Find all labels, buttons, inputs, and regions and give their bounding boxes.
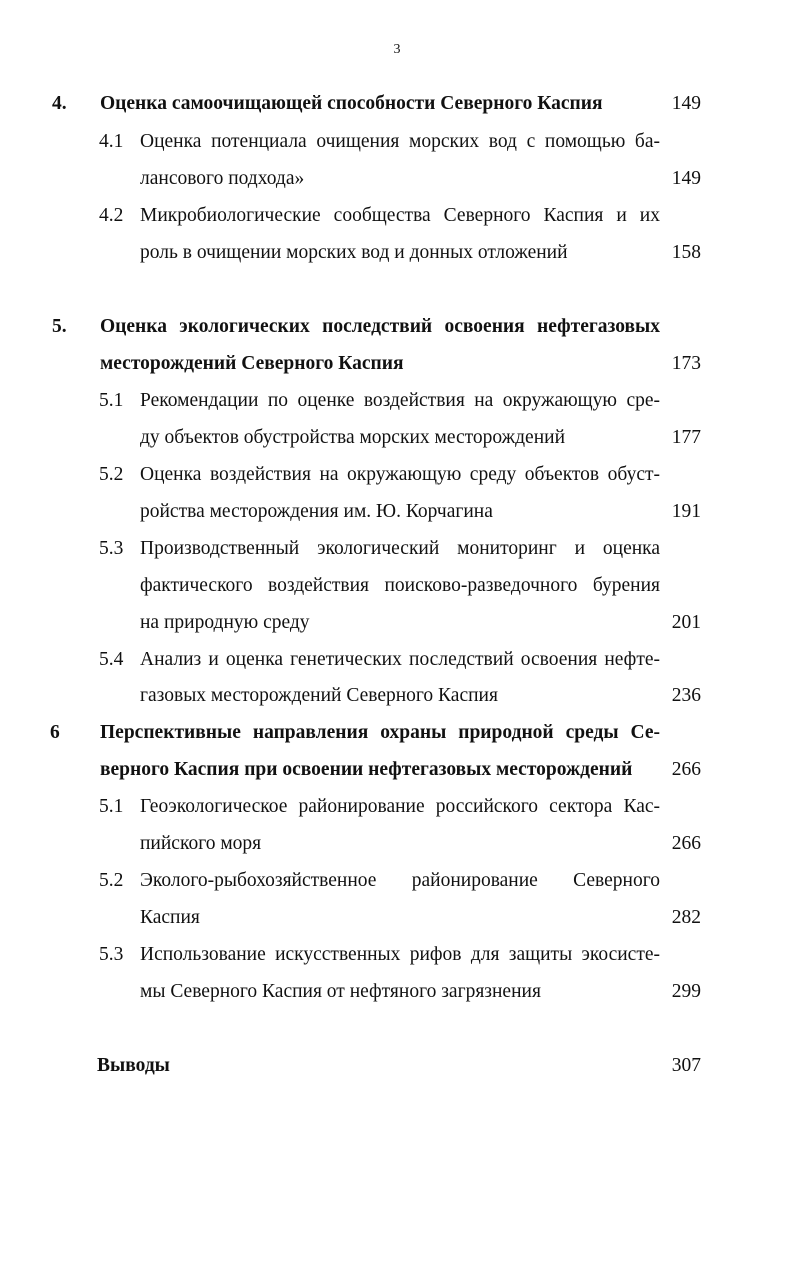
subsection-title-cont: ройства месторождения им. Ю. Корчагина [140,501,493,522]
page-ref: 299 [671,981,701,1002]
page-ref: 158 [671,242,701,263]
subsection-number: 5.1 [99,796,124,817]
page-ref: 282 [671,907,701,928]
subsection-title-cont: фактического воздействия поисково-разведочного бурения [140,575,660,596]
subsection-title-cont: Каспия [140,907,200,928]
subsection-title: Геоэкологическое районирование российского сектора Кас- [140,796,660,817]
subsection-number: 5.2 [99,870,124,891]
subsection-title: Производственный экологический мониторинг и оценка [140,538,660,559]
subsection-title-cont: газовых месторождений Северного Каспия [140,685,498,706]
page-ref: 177 [671,427,701,448]
subsection-title: Эколого-рыбохозяйственное районирование Северного [140,870,660,891]
chapter-title-cont: верного Каспия при освоении нефтегазовых месторождений [100,759,633,780]
conclusions-title: Выводы [97,1055,170,1076]
subsection-number: 5.4 [99,649,124,670]
subsection-number: 4.2 [99,205,124,226]
subsection-number: 5.3 [99,538,124,559]
page-ref: 201 [671,612,701,633]
subsection-title-cont: мы Северного Каспия от нефтяного загрязнения [140,981,541,1002]
subsection-title-cont: пийского моря [140,833,262,854]
page-number: 3 [393,42,401,57]
subsection-number: 5.2 [99,464,124,485]
page-ref: 173 [671,353,701,374]
chapter-title: Перспективные направления охраны природной среды Се- [100,722,660,743]
page-ref: 266 [671,833,701,854]
chapter-number: 6 [50,722,60,743]
subsection-title: Микробиологические сообщества Северного Каспия и их [140,205,660,226]
subsection-title: Рекомендации по оценке воздействия на окружающую сре- [140,390,660,411]
subsection-number: 5.1 [99,390,124,411]
subsection-title-cont: ду объектов обустройства морских месторождений [140,427,566,448]
subsection-title-cont: лансового подхода» [140,168,305,189]
page-ref: 149 [671,168,701,189]
chapter-title: Оценка экологических последствий освоения нефтегазовых [100,316,660,337]
page-ref: 266 [671,759,701,780]
page-ref: 191 [671,501,701,522]
chapter-title: Оценка самоочищающей способности Северного Каспия [100,93,603,114]
page-ref: 236 [671,685,701,706]
chapter-number: 5. [52,316,67,337]
subsection-title: Оценка потенциала очищения морских вод с помощью ба- [140,131,660,152]
subsection-number: 5.3 [99,944,124,965]
subsection-title: Оценка воздействия на окружающую среду объектов обуст- [140,464,660,485]
page-ref: 149 [671,93,701,114]
chapter-title-cont: месторождений Северного Каспия [100,353,404,374]
subsection-title: Анализ и оценка генетических последствий освоения нефте- [140,649,660,670]
subsection-number: 4.1 [99,131,124,152]
chapter-number: 4. [52,93,67,114]
subsection-title: Использование искусственных рифов для защиты экосисте- [140,944,660,965]
subsection-title-cont: роль в очищении морских вод и донных отложений [140,242,568,263]
subsection-title-cont: на природную среду [140,612,310,633]
page-ref: 307 [671,1055,701,1076]
